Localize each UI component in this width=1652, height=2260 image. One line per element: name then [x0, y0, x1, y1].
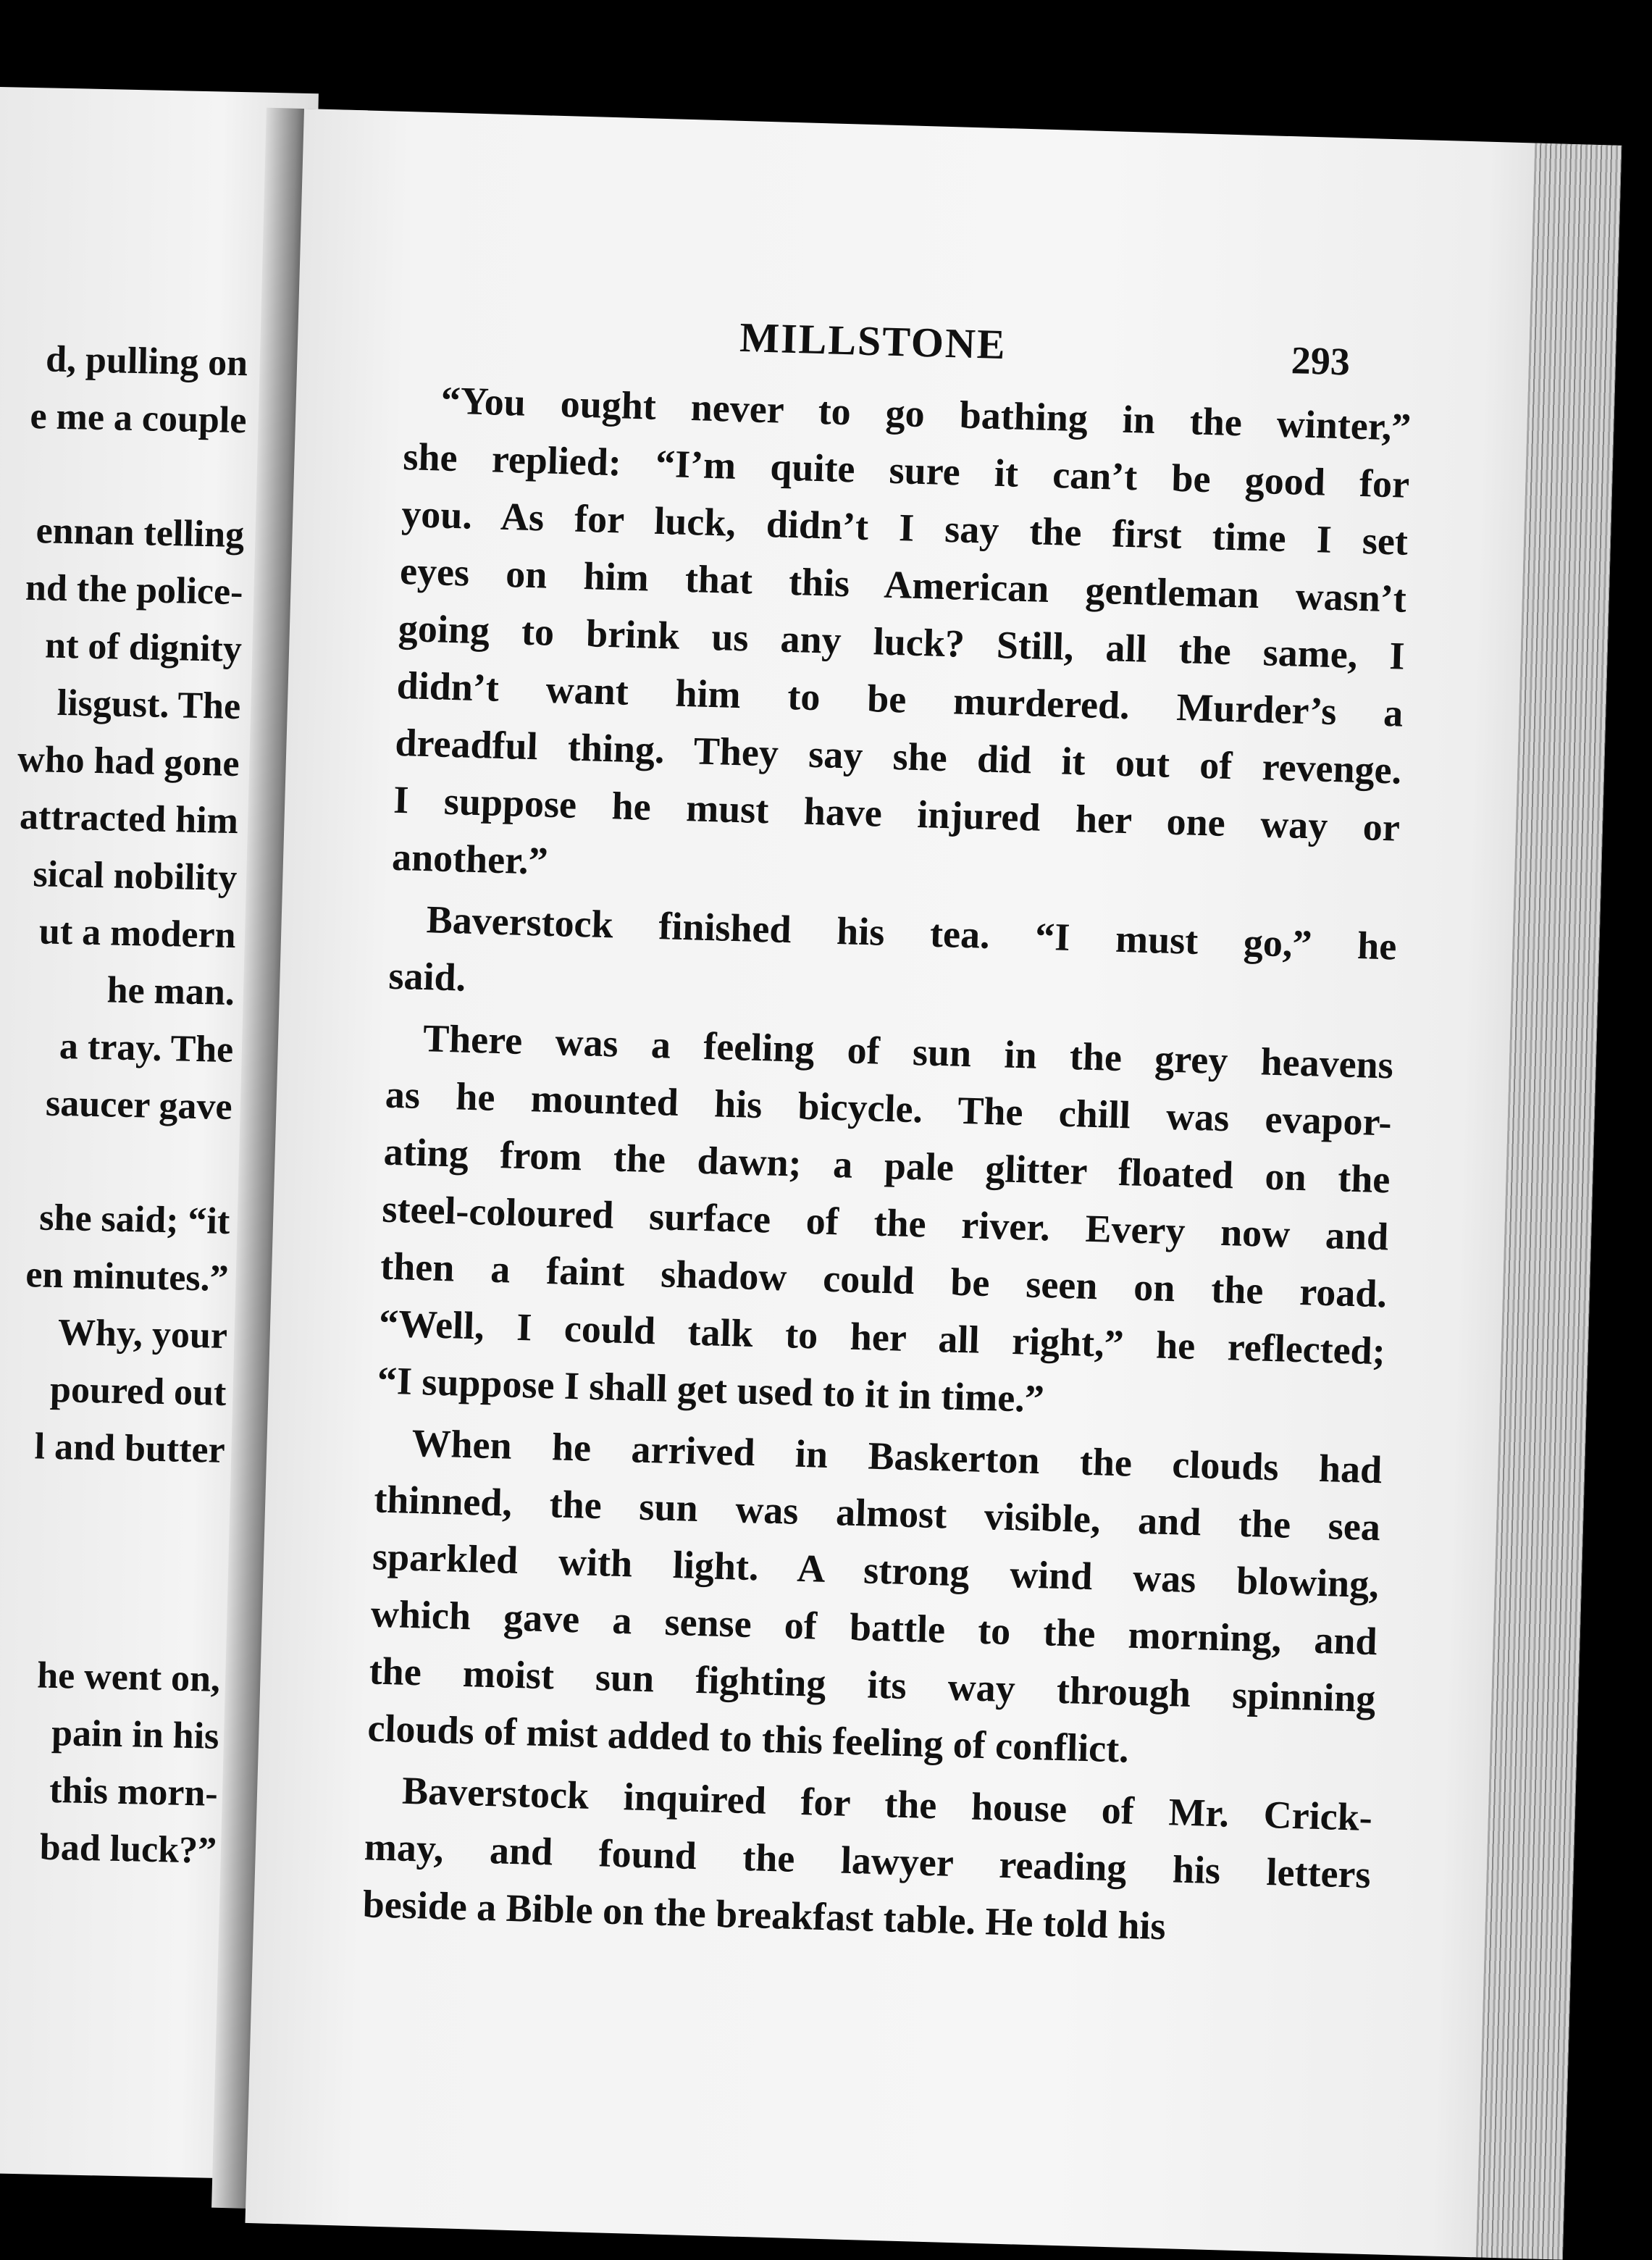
left-text-line: attracted him	[19, 795, 239, 842]
text-line: she replied: “I’m quite sure it can’t be good for	[402, 435, 1410, 506]
left-text-line: nd the police-	[25, 566, 244, 614]
left-text-line: this morn-	[49, 1769, 219, 1815]
text-line: “You ought never to go bathing in the winter,”	[440, 378, 1412, 449]
left-text-line: lisgust. The	[56, 682, 241, 728]
text-line: I suppose he must have injured her one way or	[393, 777, 1401, 850]
text-line: There was a feeling of sun in the grey heavens	[422, 1016, 1394, 1087]
left-text-line: a tray. The	[59, 1026, 234, 1071]
left-text-line: sical nobility	[32, 853, 238, 900]
text-line: thinned, the sun was almost visible, and the sea	[373, 1477, 1381, 1549]
text-line: you. As for luck, didn’t I say the first time I set	[401, 491, 1409, 564]
body-text	[362, 371, 1412, 1965]
text-line: Baverstock finished his tea. “I must go,” he	[425, 897, 1398, 968]
text-line: then a faint shadow could be seen on the road.	[380, 1244, 1388, 1316]
text-line: clouds of mist added to this feeling of conflict.	[366, 1706, 1130, 1771]
page-edge	[1476, 143, 1622, 2259]
text-line: didn’t want him to be murdered. Murder’s a	[395, 663, 1404, 735]
left-text-line: l and butter	[34, 1426, 226, 1471]
left-text-line: en minutes.”	[25, 1254, 230, 1300]
left-text-line: who had gone	[17, 738, 240, 785]
text-line: “I suppose I shall get used to it in time.”	[377, 1358, 1045, 1421]
left-text-line: ut a modern	[38, 911, 237, 957]
left-text-line: ennan telling	[35, 510, 245, 556]
left-text-line: e me a couple	[29, 395, 248, 442]
left-text-line: poured out	[49, 1368, 227, 1414]
left-text-line: nt of dignity	[44, 624, 243, 671]
paragraph	[391, 371, 1412, 914]
running-title: MILLSTONE	[739, 313, 1007, 369]
text-line: eyes on him that this American gentleman wasn’t	[399, 548, 1407, 621]
text-line: another.”	[391, 834, 549, 883]
text-line: may, and found the lawyer reading his letters	[364, 1825, 1372, 1897]
left-text-line: he went on,	[36, 1654, 221, 1700]
text-line: “Well, I could talk to her all right,” he reflected;	[378, 1301, 1386, 1373]
left-text-line: Why, your	[57, 1312, 228, 1357]
left-page-text	[0, 87, 319, 1872]
text-line: dreadful thing. They say she did it out of revenge.	[394, 720, 1402, 792]
text-line: which gave a sense of battle to the morning, and	[370, 1591, 1378, 1664]
text-line: sparkled with light. A strong wind was blowing,	[372, 1534, 1380, 1607]
text-line: going to brink us any luck? Still, all the same, I	[398, 606, 1406, 678]
text-line: said.	[387, 953, 466, 1000]
left-text-line: bad luck?”	[39, 1826, 217, 1872]
text-line: as he mounted his bicycle. The chill was evapor-	[385, 1072, 1393, 1144]
left-text-line: saucer gave	[45, 1082, 233, 1129]
text-line: Baverstock inquired for the house of Mr. Crick-	[401, 1768, 1373, 1840]
text-line: steel-coloured surface of the river. Every now and	[381, 1186, 1389, 1259]
paragraph	[362, 1761, 1373, 1961]
right-page	[245, 109, 1622, 2260]
text-line: the moist sun fighting its way through spinning	[368, 1649, 1377, 1721]
left-text-line: he man.	[106, 969, 235, 1014]
text-line: beside a Bible on the breakfast table. He told his	[361, 1882, 1167, 1949]
left-text-line: pain in his	[51, 1712, 219, 1757]
text-line: When he arrived in Baskerton the clouds had	[411, 1420, 1383, 1492]
left-text-line: she said; “it	[38, 1197, 230, 1242]
paragraph	[377, 1009, 1394, 1438]
paragraph	[367, 1413, 1383, 1785]
text-line: ating from the dawn; a pale glitter floated on the	[383, 1129, 1391, 1202]
page-number: 293	[1290, 338, 1351, 384]
left-text-line: d, pulling on	[45, 338, 248, 385]
